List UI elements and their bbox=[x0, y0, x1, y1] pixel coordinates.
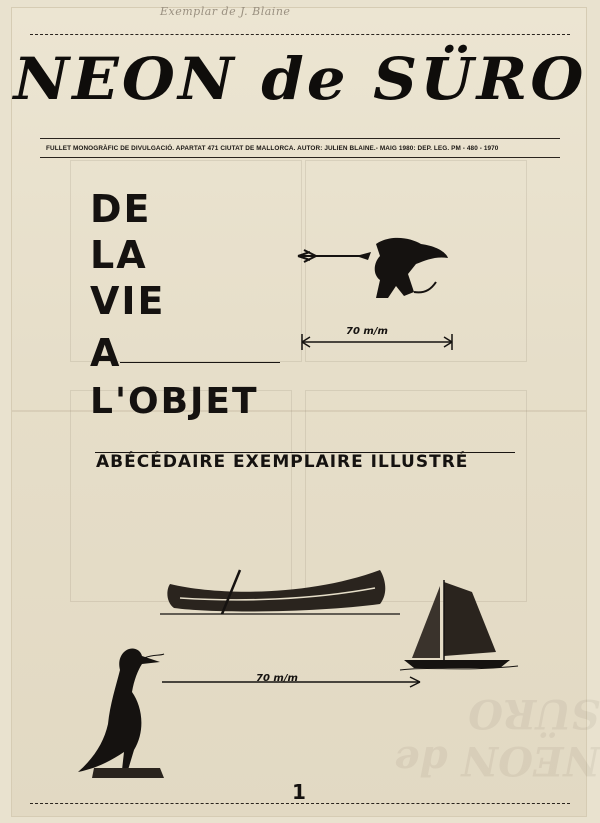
title-line-de: DE bbox=[90, 187, 152, 231]
measure-label-bottom: 70 m/m bbox=[256, 673, 298, 684]
title-line-a: A bbox=[90, 331, 122, 375]
subtitle: ABÉCÉDAIRE EXEMPLAIRE ILLUSTRÉ bbox=[96, 452, 469, 472]
winged-lion-icon bbox=[296, 234, 456, 304]
measure-label-top: 70 m/m bbox=[346, 326, 388, 337]
title-underline bbox=[120, 362, 280, 363]
title-line-vie: VIE bbox=[90, 279, 166, 323]
subtitle-underline bbox=[95, 452, 515, 453]
imprint-rule-top bbox=[40, 138, 560, 139]
bottom-dashed-rule bbox=[30, 803, 570, 804]
title-line-la: LA bbox=[90, 233, 148, 277]
imprint-rule-bottom bbox=[40, 157, 560, 158]
masthead-title: NEON de SÜRO bbox=[13, 45, 587, 113]
sailboat-icon bbox=[400, 576, 530, 672]
show-through-masthead: NEON de SÜRO bbox=[394, 690, 600, 784]
title-line-objet: L'OBJET bbox=[90, 381, 259, 422]
cormorant-bird-icon bbox=[64, 640, 174, 785]
imprint-line: FULLET MONOGRÀFIC DE DIVULGACIÓ. APARTAT 471 CIUTAT DE MALLORCA. AUTOR: JULIEN BLAINE.- MAIG 1980: DEP. LEG. PM - 480 - 1970 bbox=[46, 145, 499, 152]
canoe-icon bbox=[160, 560, 400, 620]
top-dashed-rule bbox=[30, 34, 570, 35]
page-number: 1 bbox=[292, 780, 306, 804]
pencil-annotation: Exemplar de J. Blaine bbox=[160, 5, 291, 18]
